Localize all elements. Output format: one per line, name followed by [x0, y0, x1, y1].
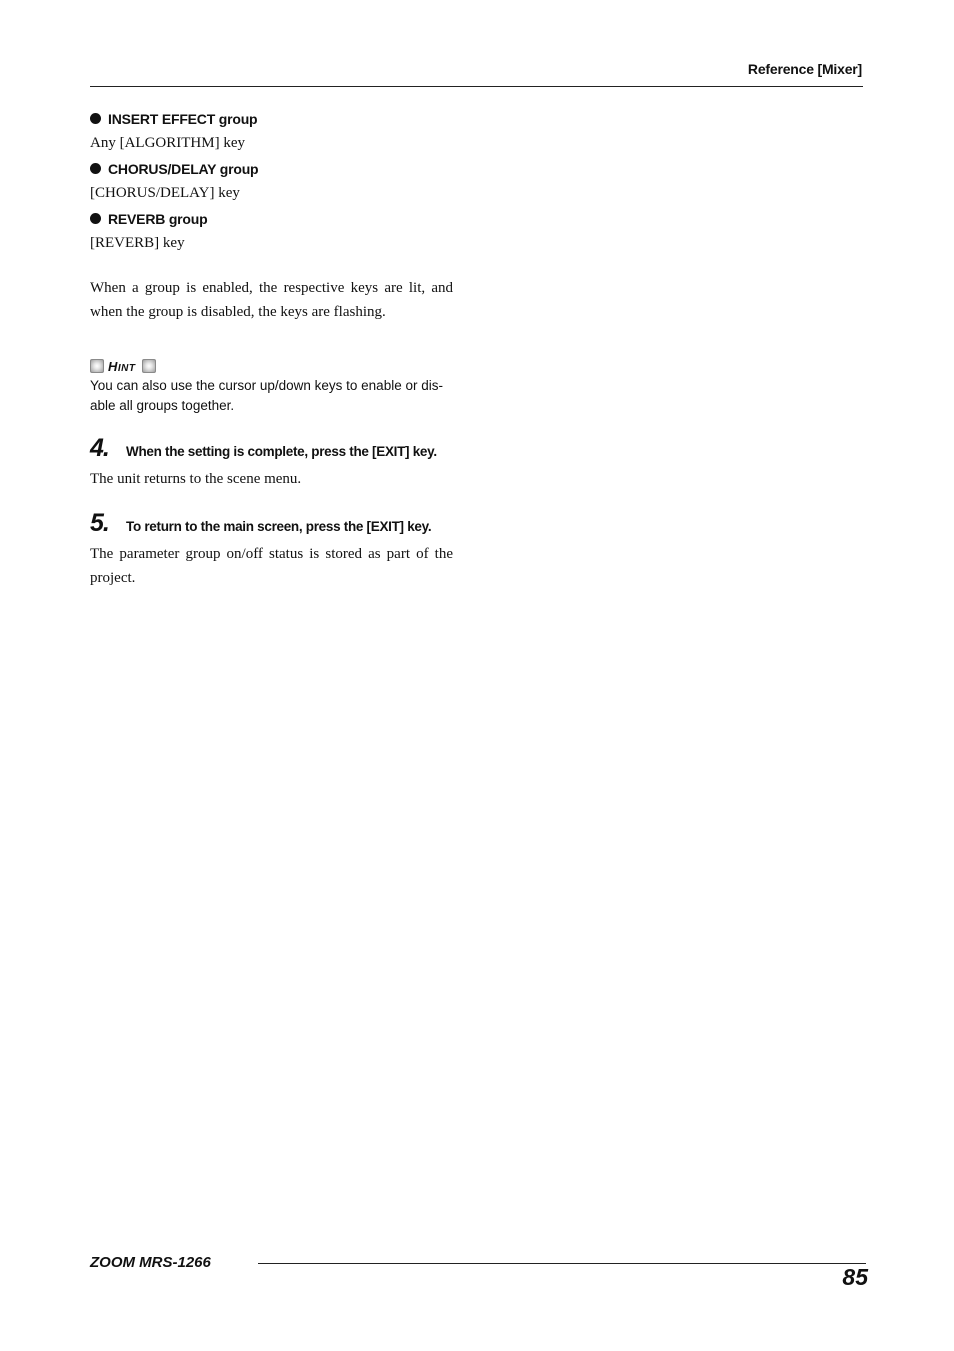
- enabled-note: When a group is enabled, the respective keys are lit, and when the group is disabled, the keys are flashing.: [90, 280, 453, 320]
- step-result: The unit returns to the scene menu.: [90, 471, 302, 487]
- group-heading-chorus-delay: [90, 156, 453, 181]
- page-number: 85: [842, 1264, 868, 1290]
- step-instruction: To return to the main screen, press the [EXIT] key.: [126, 519, 432, 534]
- step-result: The parameter group on/off status is stored as part of the project.: [90, 546, 453, 586]
- step-instruction: When the setting is complete, press the [EXIT] key.: [126, 444, 437, 459]
- group-heading-insert-effect: [90, 106, 453, 131]
- group-key-insert-effect: Any [ALGORITHM] key: [90, 135, 245, 151]
- group-heading-text: REVERB group: [108, 210, 208, 227]
- group-heading-reverb: [90, 206, 453, 231]
- bullet-icon: [90, 213, 101, 224]
- footer-brand: ZOOM MRS-1266: [90, 1254, 211, 1271]
- hint-box-icon: [142, 359, 156, 373]
- hint-label: [108, 359, 136, 374]
- group-key-chorus-delay: [CHORUS/DELAY] key: [90, 185, 240, 201]
- bullet-icon: [90, 163, 101, 174]
- step-number: 4.: [90, 434, 109, 462]
- header-rule: [90, 86, 863, 87]
- step-4: [90, 434, 453, 463]
- hint-heading: [90, 357, 453, 375]
- step-5: [90, 509, 453, 538]
- hint-label-rest: INT: [117, 362, 136, 374]
- group-heading-text: INSERT EFFECT group: [108, 110, 258, 127]
- hint-label-initial: H: [108, 358, 118, 374]
- bullet-icon: [90, 113, 101, 124]
- group-heading-text: CHORUS/DELAY group: [108, 160, 259, 177]
- section-header: Reference [Mixer]: [747, 61, 862, 77]
- hint-box-icon: [90, 359, 104, 373]
- group-key-reverb: [REVERB] key: [90, 235, 185, 251]
- hint-text: You can also use the cursor up/down keys to enable or dis-able all groups together.: [90, 378, 443, 413]
- footer-rule: [258, 1263, 866, 1264]
- step-number: 5.: [90, 509, 109, 537]
- content-column: [90, 106, 453, 590]
